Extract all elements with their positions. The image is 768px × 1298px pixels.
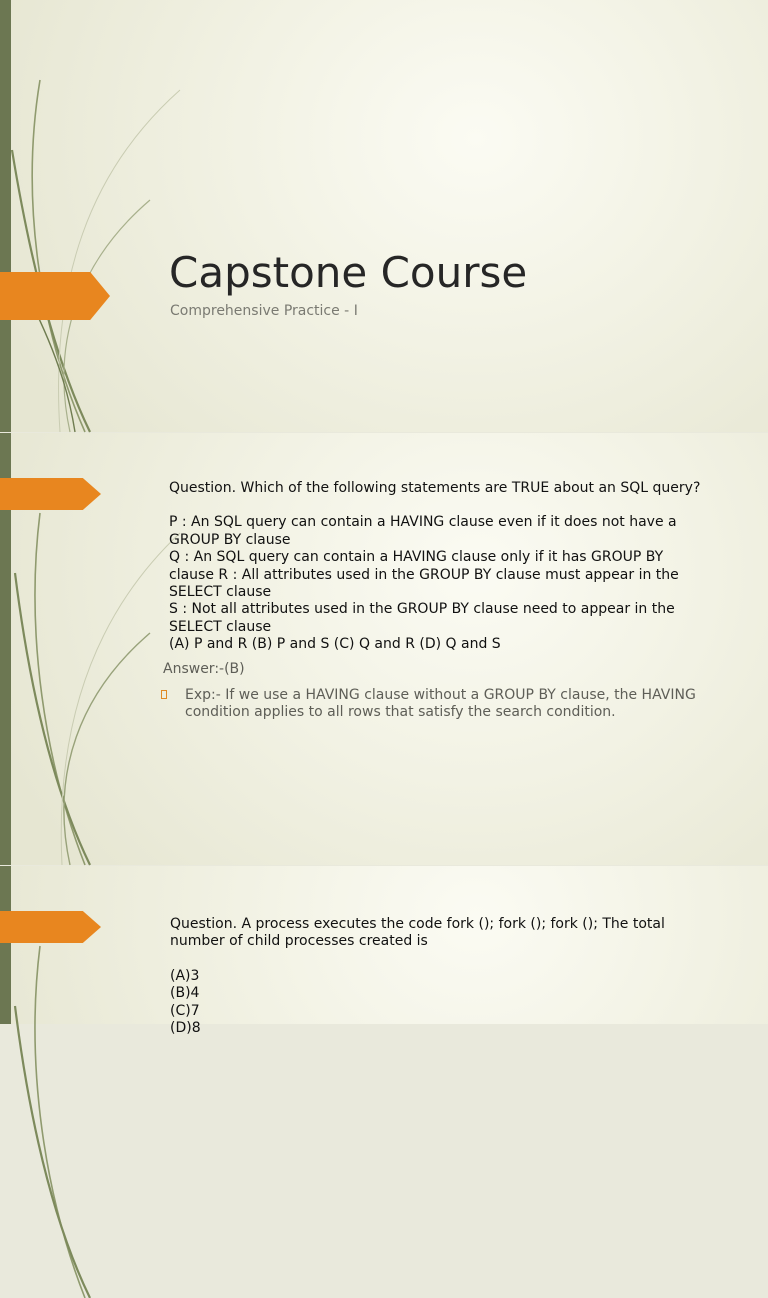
question-text [169,480,729,654]
slide-subtitle: Comprehensive Practice - I [170,303,358,319]
question-line: clause R : All attributes used in the GROUP BY clause must appear in the [169,566,679,583]
bullet-icon [161,690,167,699]
fork-question-slide [0,866,768,1037]
answer-text: Answer:-(B) [163,661,245,677]
question-line: SELECT clause [169,618,272,635]
question-line: Question. A process executes the code fork (); fork (); fork (); The total [170,916,665,932]
title-slide [0,0,768,432]
question-text [170,916,730,1037]
question-options: (A) P and R (B) P and S (C) Q and R (D) Q and S [169,636,501,653]
question-line: Q : An SQL query can contain a HAVING clause only if it has GROUP BY [169,549,664,566]
question-line: number of child processes created is [170,933,428,950]
orange-tab-marker [0,911,101,943]
option-b: (B)4 [170,985,200,1002]
question-line: P : An SQL query can contain a HAVING clause even if it does not have a [169,514,677,531]
question-line: SELECT clause [169,584,272,601]
option-c: (C)7 [170,1002,200,1019]
question-line: Question. Which of the following statements are TRUE about an SQL query? [169,480,701,496]
option-a: (A)3 [170,967,200,984]
slide-title: Capstone Course [169,248,528,297]
question-line: GROUP BY clause [169,531,291,548]
sql-question-slide [0,433,768,865]
question-line: S : Not all attributes used in the GROUP BY clause need to appear in the [169,601,675,618]
orange-tab-marker [0,478,101,510]
option-d: (D)8 [170,1020,201,1037]
decorative-swoosh-lines [0,0,200,432]
explanation-text: Exp:- If we use a HAVING clause without a GROUP BY clause, the HAVING condition applies to all rows that satisfy the search condition. [185,687,696,721]
orange-tab-marker [0,272,110,320]
explanation-bullet [161,687,741,722]
